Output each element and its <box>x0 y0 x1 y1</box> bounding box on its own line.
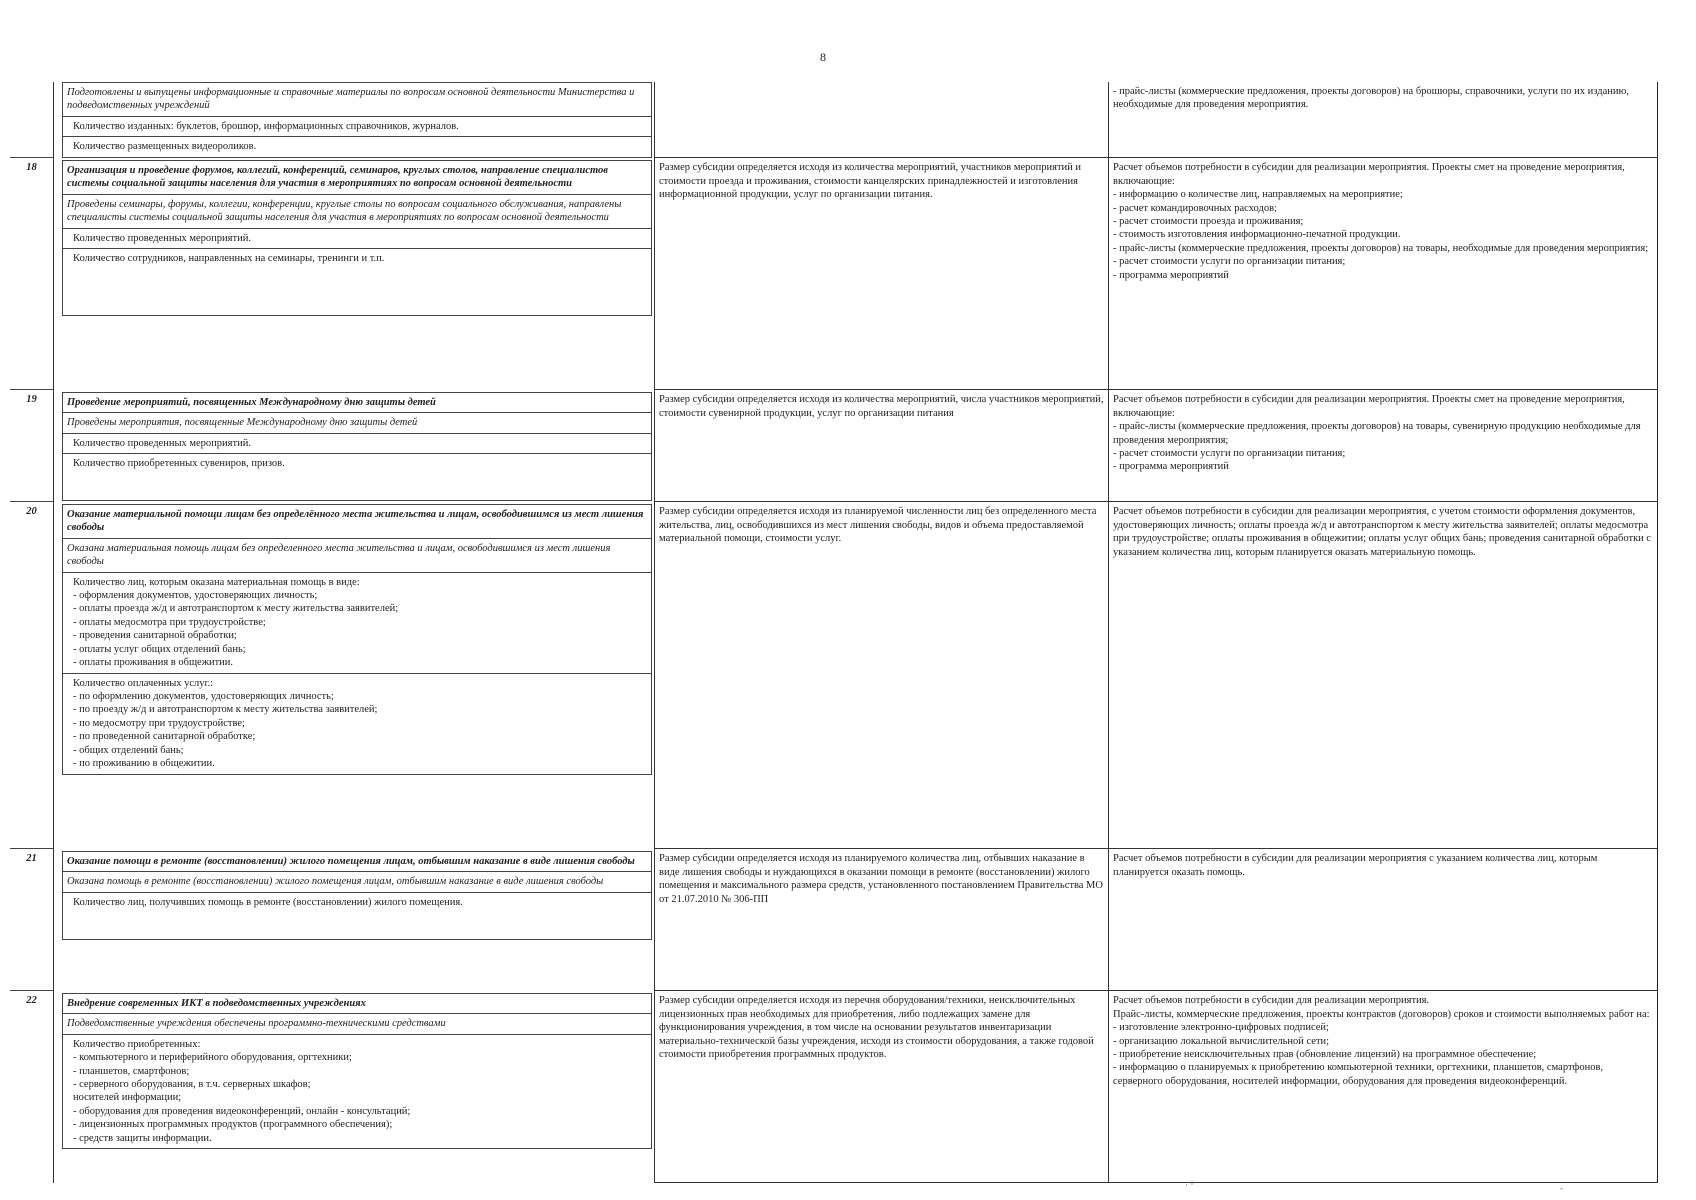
row-number: 20 <box>10 502 54 849</box>
scan-artifact: - <box>1560 1183 1563 1193</box>
size-text: Размер субсидии определяется исходя из планируемой численности лиц без определенного места жительства, лиц, освободившихся из мест лишения свободы, видов и объема предоставляемой материальной помощи, стоимости услуг. <box>659 506 1097 545</box>
measure-text: Количество лиц, получивших помощь в ремонте (восстановлении) жилого помещения. <box>62 893 652 940</box>
event-title: Организация и проведение форумов, коллегий, конференций, семинаров, круглых столов, направление специалистов системы социальной защиты населения для участия в мероприятиях по вопросам основной деятельности <box>62 160 652 195</box>
scan-artifact: · ° <box>1185 1180 1194 1190</box>
table-row <box>10 82 1658 158</box>
indicators-cell <box>54 849 655 991</box>
measure-text: Количество сотрудников, направленных на семинары, тренинги и т.п. <box>62 249 652 316</box>
table-row <box>10 158 1658 390</box>
indicators-cell <box>54 82 655 158</box>
calc-text: Расчет объемов потребности в субсидии для реализации мероприятия. Проекты смет на проведение мероприятия, включающие: - прайс-листы (коммерческие предложения, проекты договоров) на товары, сувенирную продукцию необходимые для проведения мероприятия; - расчет стоимости услуги по организации питания; - программа мероприятий <box>1113 394 1641 473</box>
result-text: Проведены мероприятия, посвященные Международному дню защиты детей <box>62 413 652 433</box>
calc-text: Расчет объемов потребности в субсидии для реализации мероприятия с указанием количества лиц, которым планируется оказать помощь. <box>1113 853 1598 878</box>
table-row <box>10 502 1658 849</box>
measure-text: Количество лиц, которым оказана материальная помощь в виде: - оформления документов, удостоверяющих личность; - оплаты проезда ж/д и автотранспортом к месту жительства заявителей; - оплаты медосмотра при трудоустройстве; - проведения санитарной обработки; - оплаты услуг общих отделений бань; - оплаты проживания в общежитии. <box>62 573 652 674</box>
table-row <box>10 849 1658 991</box>
table-row <box>10 991 1658 1183</box>
measure-text: Количество проведенных мероприятий. <box>62 434 652 454</box>
measure-text: Количество изданных: буклетов, брошюр, информационных справочников, журналов. <box>62 117 652 137</box>
row-number: 19 <box>10 390 54 502</box>
measure-text: Количество проведенных мероприятий. <box>62 229 652 249</box>
event-title: Оказание помощи в ремонте (восстановлении) жилого помещения лицам, отбывшим наказание в виде лишения свободы <box>62 851 652 872</box>
result-text: Проведены семинары, форумы, коллегии, конференции, круглые столы по вопросам социального обслуживания, направлены специалисты системы социальной защиты населения для участия в мероприятиях по вопросам основной деятельности <box>62 195 652 229</box>
measure-text: Количество приобретенных сувениров, призов. <box>62 454 652 501</box>
event-title: Проведение мероприятий, посвященных Международному дню защиты детей <box>62 392 652 413</box>
size-text: Размер субсидии определяется исходя из перечня оборудования/техники, неисключительных лицензионных прав необходимых для приобретения, либо подлежащих замене для функционирования учреждения, в том числе на основании результатов инвентаризации материально-технической базы учреждения, исходя из стоимости оборудования, а также годовой стоимости приобретения программных продуктов. <box>659 995 1094 1060</box>
measures-table <box>10 82 1658 1183</box>
event-title: Оказание материальной помощи лицам без определённого места жительства и лицам, освободившимся из мест лишения свободы <box>62 504 652 539</box>
event-title: Внедрение современных ИКТ в подведомственных учреждениях <box>62 993 652 1014</box>
result-text: Оказана материальная помощь лицам без определенного места жительства и лицам, освободившимся из мест лишения свободы <box>62 539 652 573</box>
result-text: Подведомственные учреждения обеспечены программно-техническими средствами <box>62 1014 652 1034</box>
row-number: 21 <box>10 849 54 991</box>
result-text: Оказана помощь в ремонте (восстановлении) жилого помещения лицам, отбывшим наказание в виде лишения свободы <box>62 872 652 892</box>
table-row <box>10 390 1658 502</box>
calc-text: Расчет объемов потребности в субсидии для реализации мероприятия. Проекты смет на проведение мероприятия, включающие: - информацию о количестве лиц, направляемых на мероприятие; - расчет командировочных расходов; - расчет стоимости проезда и проживания; - стоимость изготовления информационно-печатной продукции. - прайс-листы (коммерческие предложения, проекты договоров) на товары, необходимые для проведения мероприятия; - расчет стоимости услуги по организации питания; - программа мероприятий <box>1113 162 1649 281</box>
calc-text: - прайс-листы (коммерческие предложения, проекты договоров) на брошюры, справочники, услуги по их изданию, необходимые для проведения мероприятия. <box>1113 86 1629 111</box>
size-text: Размер субсидии определяется исходя из количества мероприятий, участников мероприятий и стоимости проезда и проживания, стоимости канцелярских принадлежностей и изготовления информационной продукции, услуг по организации питания. <box>659 162 1082 201</box>
measure-text: Количество приобретенных: - компьютерного и периферийного оборудования, оргтехники; - планшетов, смартфонов; - серверного оборудования, в т.ч. серверных шкафов; носителей информации; - оборудования для проведения видеоконференций, онлайн - консультаций; - лицензионных программных продуктов (программного обеспечения); - средств защиты информации. <box>62 1035 652 1150</box>
measure-text: Количество размещенных видеороликов. <box>62 137 652 157</box>
size-text: Размер субсидии определяется исходя из планируемого количества лиц, отбывших наказание в виде лишения свободы и нуждающихся в оказании помощи в ремонте (восстановлении) жилого помещения и максимального размера средств, установленного постановлением Правительства МО от 21.07.2010 № 306-ПП <box>659 853 1103 905</box>
size-text: Размер субсидии определяется исходя из количества мероприятий, числа участников мероприятий, стоимости сувенирной продукции, услуг по организации питания <box>659 394 1104 419</box>
indicators-cell <box>54 158 655 390</box>
measure-text: Количество оплаченных услуг.: - по оформлению документов, удостоверяющих личность; - по проезду ж/д и автотранспортом к месту жительства заявителей; - по медосмотру при трудоустройстве; - по проведенной санитарной обработке; - общих отделений бань; - по проживанию в общежитии. <box>62 674 652 775</box>
indicators-cell <box>54 390 655 502</box>
row-number: 18 <box>10 158 54 390</box>
calc-text: Расчет объемов потребности в субсидии для реализации мероприятия, с учетом стоимости оформления документов, удостоверяющих личность; оплаты проезда ж/д и автотранспортом к месту жительства заявителей; оплаты медосмотра при трудоустройстве; оплаты проживания в общежитии; оплаты услуг общих бань; проведения санитарной обработки с указанием количества лиц, которым планируется оказать материальную помощь. <box>1113 506 1652 558</box>
indicators-cell <box>54 502 655 849</box>
page-number: 8 <box>820 50 826 64</box>
result-text: Подготовлены и выпущены информационные и справочные материалы по вопросам основной деятельности Министерства и подведомственных учреждений <box>62 82 652 117</box>
row-number: 22 <box>10 991 54 1183</box>
calc-text: Расчет объемов потребности в субсидии для реализации мероприятия. Прайс-листы, коммерческие предложения, проекты контрактов (договоров) сроков и стоимости выполняемых работ на: - изготовление электронно-цифровых подписей; - организацию локальной вычислительной сети; - приобретение неисключительных прав (обновление лицензий) на программное обеспечение; - информацию о планируемых к приобретению компьютерной техники, оргтехники, планшетов, смартфонов, серверного оборудования, носителей информации, оборудования для проведения видеоконференций. <box>1113 995 1650 1087</box>
indicators-cell <box>54 991 655 1183</box>
